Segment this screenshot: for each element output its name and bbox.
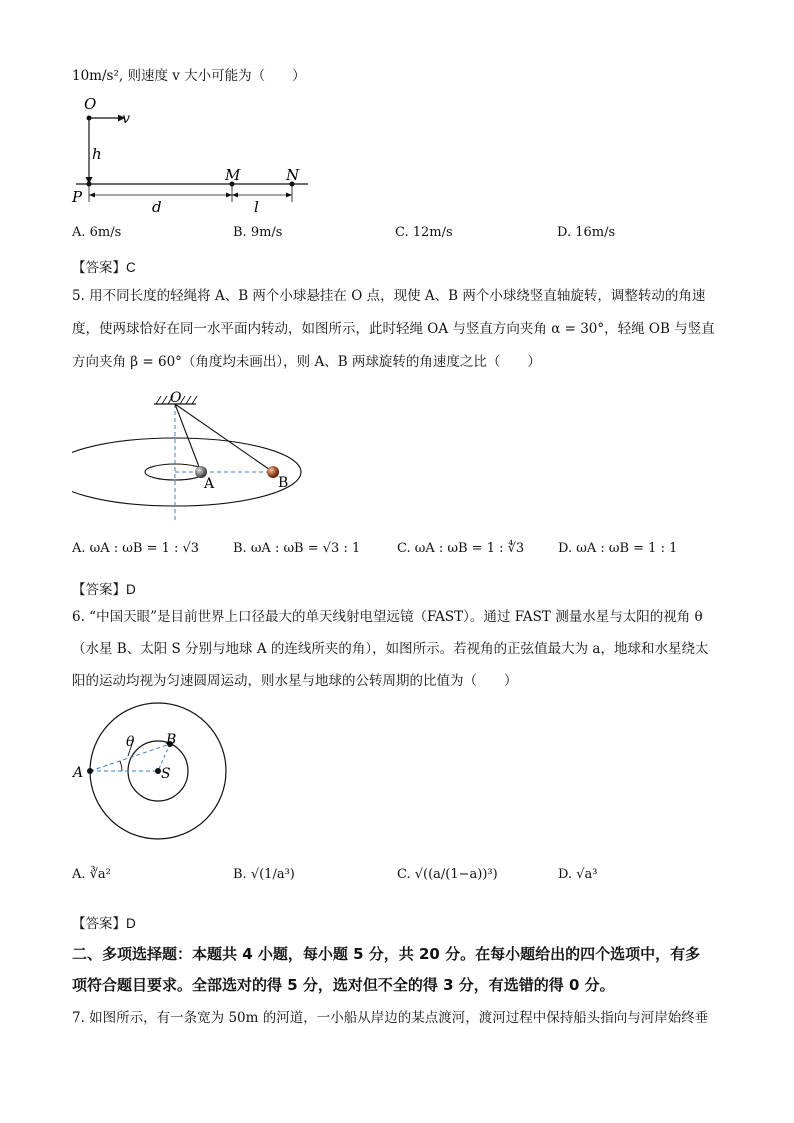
q5-text-line3: 方向夹角 β = 60°（角度均未画出），则 A、B 两球旋转的角速度之比（ ） [72,354,541,370]
q6-option-a: A. ∛a² [72,867,111,882]
q4-option-d: D. 16m/s [557,225,616,240]
q6-label-theta: θ [126,734,135,750]
q4-option-c: C. 12m/s [395,225,453,240]
q6-option-b: B. √(1/a³) [233,867,295,882]
q5-option-b: B. ωA : ωB = √3 : 1 [233,541,361,556]
q4-label-v: v [122,111,130,127]
q6-text-line3: 阳的运动均视为匀速圆周运动，则水星与地球的公转周期的比值为（ ） [72,673,518,689]
q6-text-line1: 6. “中国天眼”是目前世界上口径最大的单天线射电望远镜（FAST）。通过 FAST 测量水星与太阳的视角 θ [72,609,703,625]
q6-option-d: D. √a³ [558,867,598,882]
q4-label-o: O [84,95,97,113]
q5-option-c: C. ωA : ωB = 1 : ∜3 [397,541,525,556]
q6-option-c: C. √((a/(1−a))³) [397,867,498,882]
q6-label-b: B [166,732,177,748]
q4-answer: 【答案】C [72,260,136,275]
section2-header-line2: 项符合题目要求。全部选对的得 5 分，选对但不全的得 3 分，有选错的得 0 分。 [72,976,615,994]
q6-label-s: S [161,766,171,782]
q6-point-a [87,768,93,774]
q4-label-n: N [286,166,300,184]
q6-answer: 【答案】D [72,916,136,931]
q4-figure [68,92,318,217]
q5-answer: 【答案】D [72,582,136,597]
q4-label-m: M [225,166,241,184]
q5-option-d: D. ωA : ωB = 1 : 1 [558,541,678,556]
q5-text-line2: 度，使两球恰好在同一水平面内转动，如图所示，此时轻绳 OA 与竖直方向夹角 α = 30°，轻绳 OB 与竖直 [72,321,715,337]
q5-label-o: O [170,390,182,406]
q6-text-line2: （水星 B、太阳 S 分别与地球 A 的连线所夹的角），如图所示。若视角的正弦值最大为 a，地球和水星绕太 [72,641,709,657]
q4-option-b: B. 9m/s [233,225,283,240]
q6-angle-arc [120,761,122,771]
q4-label-l: l [254,198,259,216]
q4-label-d: d [152,198,162,216]
q4-label-p: P [72,188,83,206]
q5-option-a: A. ωA : ωB = 1 : √3 [72,541,200,556]
q7-text-line1: 7. 如图所示，有一条宽为 50m 的河道，一小船从岸边的某点渡河，渡河过程中保持船头指向与河岸始终垂 [72,1010,709,1026]
q6-label-a: A [73,765,84,781]
q4-label-h: h [92,145,102,163]
q5-label-a: A [204,476,215,492]
q6-figure [70,700,240,840]
q5-figure [72,384,332,526]
section2-header-line1: 二、多项选择题：本题共 4 小题，每小题 5 分，共 20 分。在每小题给出的四个选项中，有多 [72,945,701,963]
q5-label-b: B [278,475,289,491]
q4-text-tail: 10m/s², 则速度 v 大小可能为（ ） [72,68,306,84]
q4-option-a: A. 6m/s [72,225,122,240]
q5-text-line1: 5. 用不同长度的轻绳将 A、B 两个小球悬挂在 O 点，现使 A、B 两个小球绕竖直轴旋转，调整转动的角速 [72,288,706,304]
